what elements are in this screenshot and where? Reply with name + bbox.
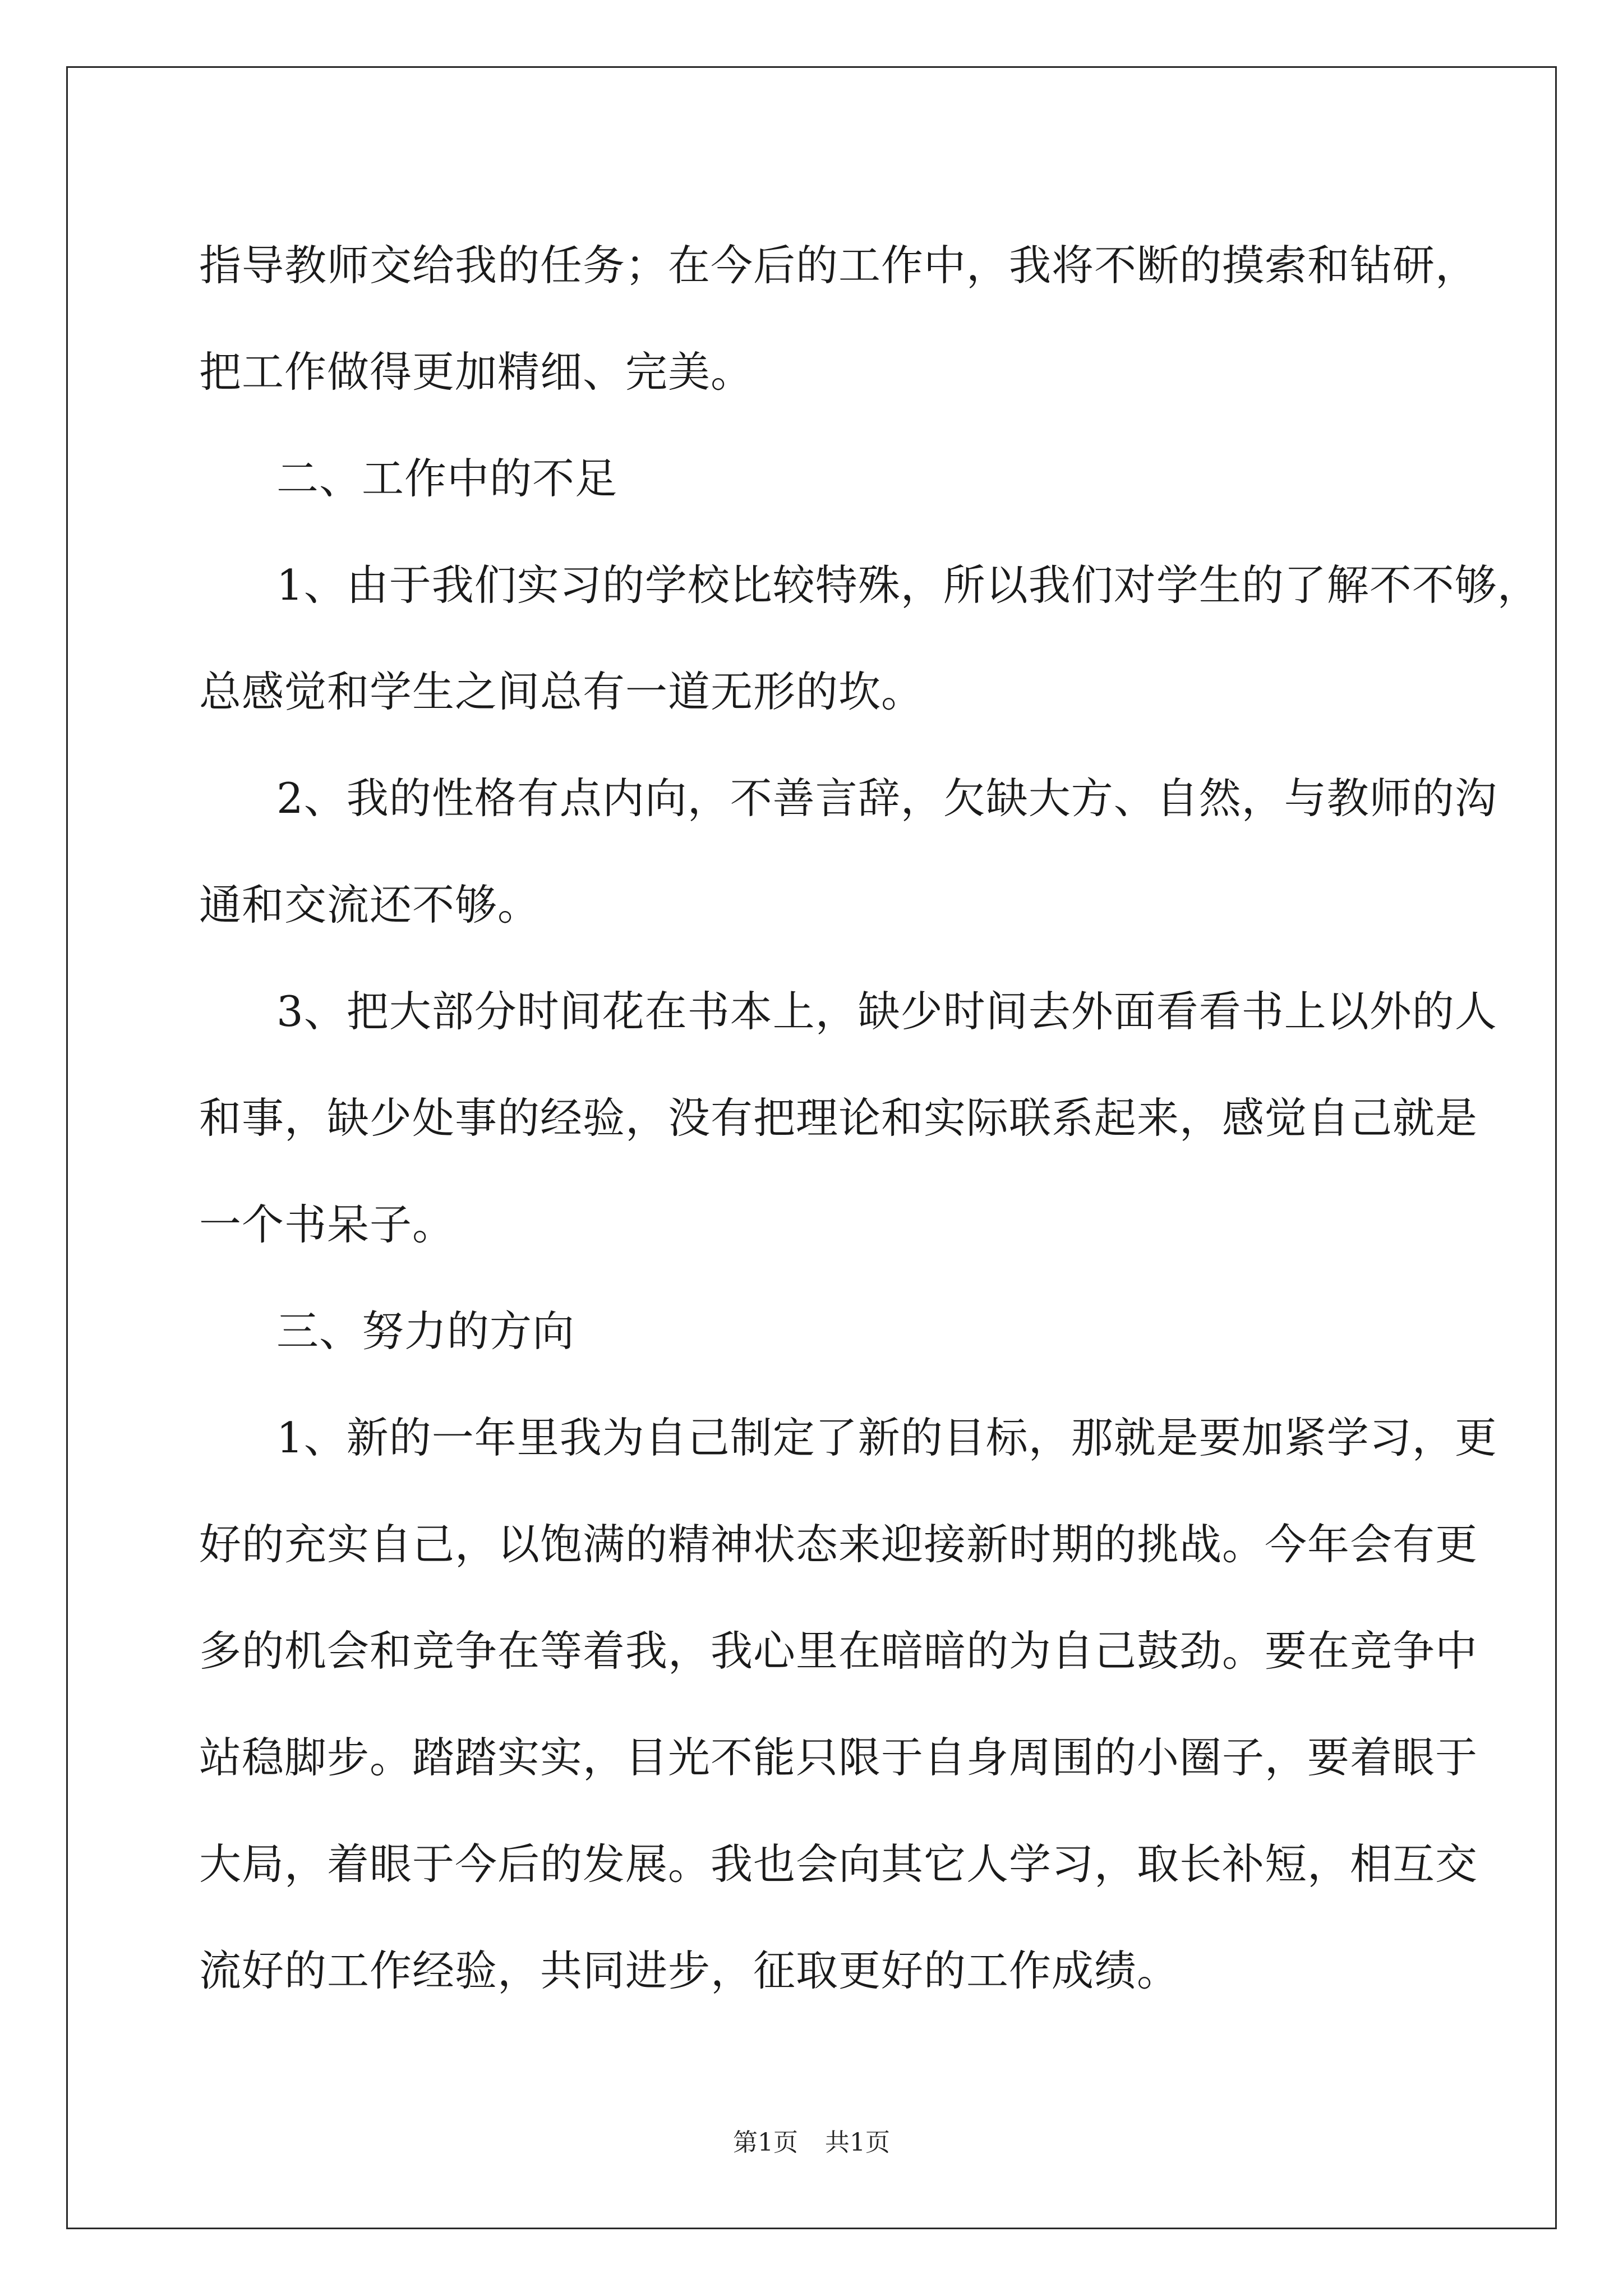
text-line: 通和交流还不够。 xyxy=(199,880,541,930)
text-line: 把工作做得更加精细、完美。 xyxy=(199,347,754,397)
text-line: 好的充实自己，以饱满的精神状态来迎接新时期的挑战。今年会有更 xyxy=(199,1520,1478,1569)
section-heading: 三、努力的方向 xyxy=(276,1306,575,1356)
text-line: 指导教师交给我的任务；在今后的工作中，我将不断的摸索和钻研， xyxy=(199,241,1478,290)
text-line: 1、由于我们实习的学校比较特殊，所以我们对学生的了解不不够， xyxy=(276,560,1540,610)
text-line: 3、把大部分时间花在书本上，缺少时间去外面看看书上以外的人 xyxy=(276,987,1497,1036)
page-footer xyxy=(0,2126,1623,2160)
page-number: 第1页 xyxy=(733,2128,798,2157)
text-line: 大局，着眼于今后的发展。我也会向其它人学习，取长补短，相互交 xyxy=(199,1839,1478,1889)
text-line: 多的机会和竞争在等着我，我心里在暗暗的为自己鼓劲。要在竞争中 xyxy=(199,1626,1478,1676)
text-line: 一个书呆子。 xyxy=(199,1200,455,1249)
page-count: 共1页 xyxy=(825,2128,890,2157)
text-line: 流好的工作经验，共同进步，征取更好的工作成绩。 xyxy=(199,1946,1180,1995)
document-body xyxy=(199,212,1540,2024)
text-line: 2、我的性格有点内向，不善言辞，欠缺大方、自然，与教师的沟 xyxy=(276,774,1497,823)
text-line: 和事，缺少处事的经验，没有把理论和实际联系起来，感觉自己就是 xyxy=(199,1093,1478,1143)
section-heading: 二、工作中的不足 xyxy=(276,454,618,503)
text-line: 站稳脚步。踏踏实实，目光不能只限于自身周围的小圈子，要着眼于 xyxy=(199,1733,1478,1782)
text-line: 1、新的一年里我为自己制定了新的目标，那就是要加紧学习，更 xyxy=(276,1413,1497,1462)
text-line: 总感觉和学生之间总有一道无形的坎。 xyxy=(199,667,924,716)
